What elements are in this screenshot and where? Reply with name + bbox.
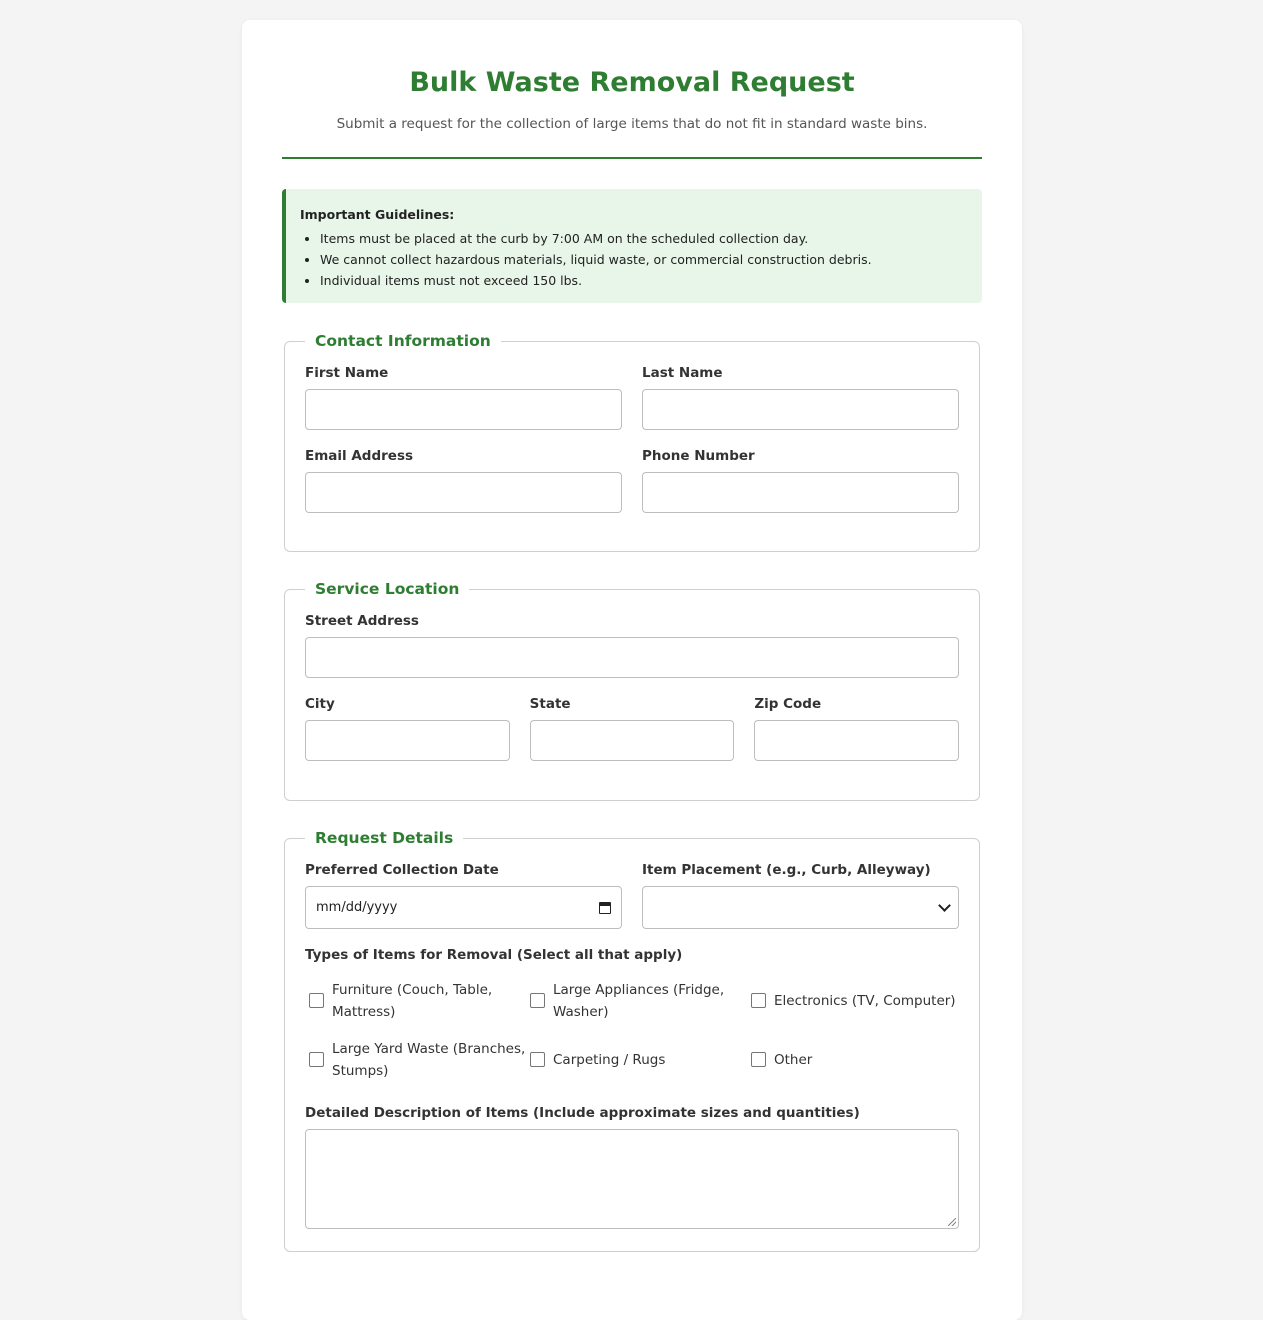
appliances-checkbox[interactable] — [530, 993, 545, 1008]
guideline-item: • Items must be placed at the curb by 7:00 AM on the scheduled collection day. — [320, 228, 966, 249]
item-placement-select[interactable] — [642, 886, 959, 929]
yard-waste-label[interactable]: Large Yard Waste (Branches, Stumps) — [332, 1040, 526, 1079]
description-textarea[interactable] — [305, 1129, 959, 1229]
guideline-item: • Individual items must not exceed 150 lbs. — [320, 270, 966, 291]
collection-date-label: Preferred Collection Date — [305, 862, 499, 878]
last-name-input[interactable] — [642, 389, 959, 430]
contact-information-section — [284, 332, 980, 552]
first-name-input[interactable] — [305, 389, 622, 430]
city-input[interactable] — [305, 720, 510, 761]
item-type-other[interactable] — [751, 1037, 959, 1082]
first-name-label: First Name — [305, 365, 389, 381]
last-name-label: Last Name — [642, 365, 723, 381]
phone-field[interactable] — [642, 472, 959, 513]
guidelines-notice — [282, 189, 982, 303]
request-details-legend: Request Details — [315, 829, 454, 847]
other-checkbox[interactable] — [751, 1052, 766, 1067]
page-subtitle: Submit a request for the collection of large items that do not fit in standard waste bins. — [336, 116, 928, 132]
email-field[interactable] — [305, 472, 622, 513]
carpeting-label[interactable]: Carpeting / Rugs — [553, 1051, 666, 1068]
description-label: Detailed Description of Items (Include approximate sizes and quantities) — [305, 1105, 860, 1121]
street-address-input[interactable] — [305, 637, 959, 678]
phone-label: Phone Number — [642, 448, 755, 464]
zip-code-label: Zip Code — [754, 696, 822, 712]
guidelines-list — [300, 228, 966, 291]
carpeting-checkbox[interactable] — [530, 1052, 545, 1067]
city-label: City — [305, 696, 335, 712]
furniture-label[interactable]: Furniture (Couch, Table, Mattress) — [332, 981, 493, 1020]
yard-waste-checkbox[interactable] — [309, 1052, 324, 1067]
page-title: Bulk Waste Removal Request — [409, 67, 855, 98]
state-label: State — [529, 696, 571, 712]
guideline-item: • We cannot collect hazardous materials, liquid waste, or commercial construction debris. — [320, 249, 966, 270]
guidelines-title: Important Guidelines: — [300, 207, 455, 222]
collection-date-input[interactable] — [305, 886, 622, 929]
electronics-checkbox[interactable] — [751, 993, 766, 1008]
street-address-label: Street Address — [305, 613, 419, 629]
item-types-label: Types of Items for Removal (Select all that apply) — [305, 947, 683, 963]
item-placement-label: Item Placement (e.g., Curb, Alleyway) — [642, 862, 931, 878]
other-label[interactable]: Other — [774, 1051, 813, 1068]
request-details-section — [284, 829, 980, 1252]
furniture-checkbox[interactable] — [309, 993, 324, 1008]
service-location-legend: Service Location — [315, 580, 460, 598]
email-label: Email Address — [305, 448, 414, 464]
item-type-appliances[interactable] — [530, 978, 751, 1023]
state-input[interactable] — [530, 720, 735, 761]
calendar-icon[interactable] — [599, 902, 611, 914]
contact-information-legend: Contact Information — [315, 332, 491, 350]
item-type-carpeting[interactable] — [530, 1037, 751, 1082]
item-type-yard-waste[interactable] — [309, 1037, 530, 1082]
resize-grip-icon[interactable] — [948, 1218, 956, 1226]
form-card — [242, 20, 1022, 1320]
service-location-section — [284, 580, 980, 801]
chevron-down-icon — [938, 899, 951, 912]
date-placeholder: mm/dd/yyyy — [316, 900, 398, 915]
item-type-furniture[interactable] — [309, 978, 530, 1023]
form-header — [282, 20, 982, 159]
item-types-group — [305, 978, 959, 1082]
zip-code-input[interactable] — [754, 720, 959, 761]
electronics-label[interactable]: Electronics (TV, Computer) — [774, 992, 956, 1009]
appliances-label[interactable]: Large Appliances (Fridge, Washer) — [553, 981, 725, 1020]
item-type-electronics[interactable] — [751, 978, 959, 1023]
